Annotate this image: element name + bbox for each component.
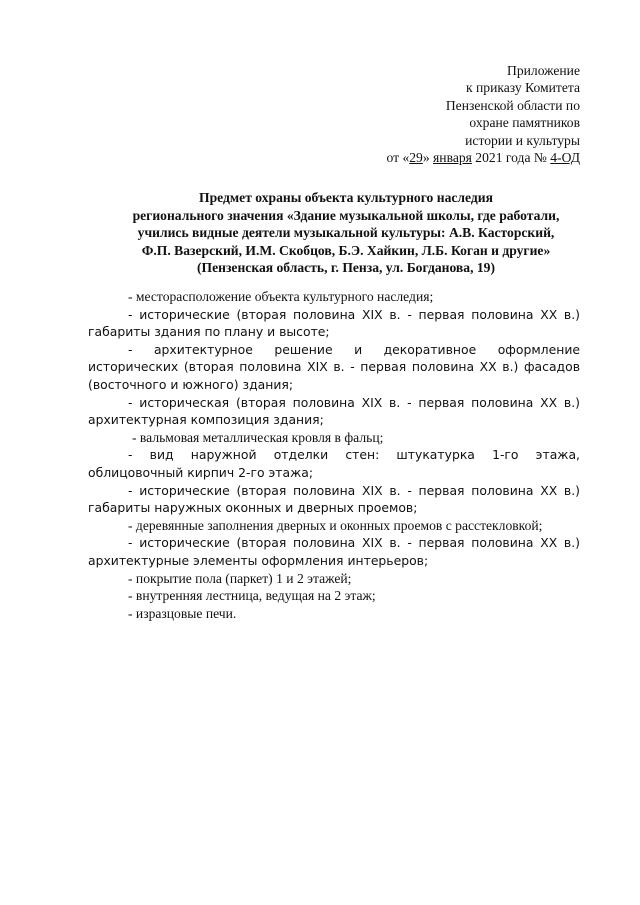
title-line: учились видные деятели музыкальной культуры: А.В. Касторский, <box>137 225 555 241</box>
list-item: - внутренняя лестница, ведущая на 2 этаж; <box>128 588 376 604</box>
list-item: - архитектурное решение и декоративное оформление исторических (вторая половина XIX в. - первая половина XX в.) фасадов (восточного и южного) здания; <box>88 341 580 392</box>
order-date-line <box>360 149 580 166</box>
date-year: 2021 года № <box>471 150 551 166</box>
order-number: 4-ОД <box>550 150 580 166</box>
document-title <box>96 189 596 277</box>
appendix-block <box>360 62 580 166</box>
title-line: Предмет охраны объекта культурного наследия <box>199 190 493 205</box>
list-item: - вальмовая металлическая кровля в фальц; <box>132 429 384 445</box>
date-prefix: от « <box>386 150 410 166</box>
list-item: - деревянные заполнения дверных и оконных проемов с расстекловкой; <box>128 517 543 533</box>
title-line: (Пензенская область, г. Пенза, ул. Богданова, 19) <box>197 260 495 276</box>
protection-items-list <box>88 288 580 622</box>
list-item: - исторические (вторая половина XIX в. - первая половина XX в.) габариты здания по плану и высоте; <box>88 306 580 340</box>
list-item: - исторические (вторая половина XIX в. - первая половина XX в.) габариты наружных оконных и дверных проемов; <box>88 482 580 516</box>
list-item: - покрытие пола (паркет) 1 и 2 этажей; <box>128 570 352 586</box>
appendix-line: Приложение <box>507 63 580 78</box>
date-mid: » <box>422 150 434 166</box>
title-line: регионального значения «Здание музыкальной школы, где работали, <box>132 207 560 223</box>
date-day: 29 <box>409 150 423 166</box>
list-item: - месторасположение объекта культурного наследия; <box>128 289 434 304</box>
title-line: Ф.П. Вазерский, И.М. Скобцов, Б.Э. Хайкин, Л.Б. Коган и другие» <box>141 242 551 258</box>
list-item: - исторические (вторая половина XIX в. - первая половина XX в.) архитектурные элементы оформления интерьеров; <box>88 535 580 568</box>
appendix-line: Пензенской области по <box>445 97 580 113</box>
list-item: - вид наружной отделки стен: штукатурка 1-го этажа, облицовочный кирпич 2-го этажа; <box>88 447 580 480</box>
list-item: - историческая (вторая половина XIX в. - первая половина XX в.) архитектурная композиция здания; <box>88 394 580 428</box>
appendix-line: истории и культуры <box>465 132 580 148</box>
appendix-line: к приказу Комитета <box>466 80 580 96</box>
list-item: - изразцовые печи. <box>128 605 237 621</box>
appendix-line: охране памятников <box>469 115 580 131</box>
date-month: января <box>433 150 472 166</box>
